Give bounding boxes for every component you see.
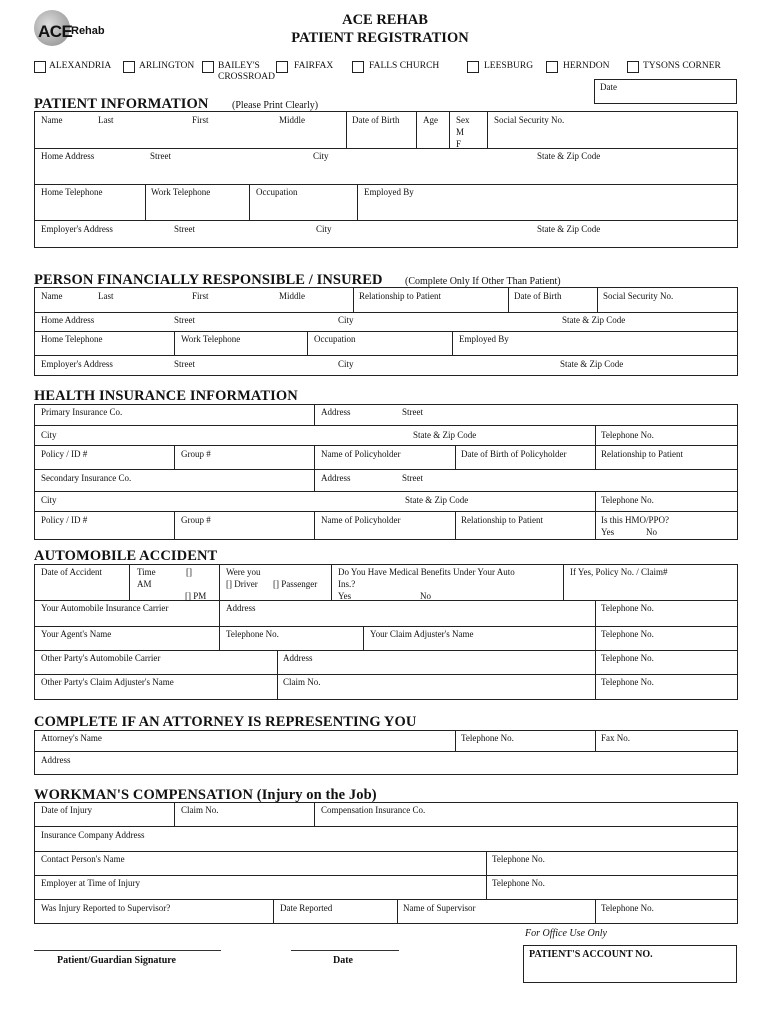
primary-group-label: Group #: [181, 449, 211, 459]
patient-section-title: PATIENT INFORMATION: [34, 96, 209, 112]
attorney-address-label: Address: [41, 755, 71, 765]
auto-ins-question: Ins.?: [338, 579, 356, 589]
responsible-emp-street-label: Street: [174, 359, 195, 369]
auto-time-label: Time: [137, 567, 156, 577]
workman-date-reported-label: Date Reported: [280, 903, 333, 913]
attorney-name-label: Attorney's Name: [41, 733, 102, 743]
workman-supervisor-telephone-label: Telephone No.: [601, 903, 654, 913]
patient-first-label: First: [192, 115, 209, 125]
patient-occupation-label: Occupation: [256, 187, 298, 197]
patient-sex-f-label: F: [456, 139, 462, 149]
responsible-name-label: Name: [41, 291, 63, 301]
primary-street-label: Street: [402, 407, 423, 417]
workman-date-injury-label: Date of Injury: [41, 805, 92, 815]
patient-home-tel-label: Home Telephone: [41, 187, 103, 197]
patient-emp-state-zip-label: State & Zip Code: [537, 224, 601, 234]
auto-claim-no-label: Claim No.: [283, 677, 321, 687]
location-baileys-line2: CROSSROAD: [218, 72, 276, 82]
workman-supervisor-label: Name of Supervisor: [403, 903, 476, 913]
patient-info-box: [34, 111, 738, 248]
primary-policy-label: Policy / ID #: [41, 449, 88, 459]
responsible-emp-city-label: City: [338, 359, 354, 369]
patient-middle-label: Middle: [279, 115, 305, 125]
checkbox-alexandria[interactable]: [34, 61, 46, 73]
responsible-street-label: Street: [174, 315, 195, 325]
responsible-middle-label: Middle: [279, 291, 305, 301]
patient-dob-label: Date of Birth: [352, 115, 400, 125]
workman-claim-no-label: Claim No.: [181, 805, 219, 815]
workman-contact-label: Contact Person's Name: [41, 854, 125, 864]
patient-age-label: Age: [423, 115, 438, 125]
office-use-label: For Office Use Only: [525, 928, 607, 939]
auto-adjuster-telephone-label: Telephone No.: [601, 629, 654, 639]
patient-emp-street-label: Street: [174, 224, 195, 234]
workman-comp-ins-label: Compensation Insurance Co.: [321, 805, 426, 815]
patient-ssn-label: Social Security No.: [494, 115, 565, 125]
auto-am-bracket: []: [186, 567, 192, 577]
checkbox-herndon[interactable]: [546, 61, 558, 73]
signature-date-line[interactable]: [291, 950, 399, 951]
secondary-insurance-label: Secondary Insurance Co.: [41, 473, 132, 483]
auto-adjuster-label: Your Claim Adjuster's Name: [370, 629, 474, 639]
signature-line[interactable]: [34, 950, 221, 951]
attorney-telephone-label: Telephone No.: [461, 733, 514, 743]
secondary-policyholder-label: Name of Policyholder: [321, 515, 401, 525]
primary-dob-holder-label: Date of Birth of Policyholder: [461, 449, 567, 459]
responsible-last-label: Last: [98, 291, 114, 301]
primary-relationship-label: Relationship to Patient: [601, 449, 683, 459]
auto-yes-label: Yes: [338, 591, 352, 601]
patient-name-label: Name: [41, 115, 63, 125]
attorney-section-title: COMPLETE IF AN ATTORNEY IS REPRESENTING YOU: [34, 714, 417, 730]
attorney-fax-label: Fax No.: [601, 733, 630, 743]
patient-emp-address-label: Employer's Address: [41, 224, 113, 234]
auto-were-you-label: Were you: [226, 567, 261, 577]
primary-address-label: Address: [321, 407, 351, 417]
checkbox-fairfax[interactable]: [276, 61, 288, 73]
primary-policyholder-label: Name of Policyholder: [321, 449, 401, 459]
insurance-section-title: HEALTH INSURANCE INFORMATION: [34, 388, 298, 404]
form-subtitle: PATIENT REGISTRATION: [291, 30, 469, 46]
secondary-city-label: City: [41, 495, 57, 505]
workman-employer-telephone-label: Telephone No.: [492, 878, 545, 888]
hmo-yes-label: Yes: [601, 527, 615, 537]
location-falls-church-label: FALLS CHURCH: [369, 61, 440, 71]
location-baileys-label: BAILEY'S: [218, 61, 260, 71]
workman-ins-address-label: Insurance Company Address: [41, 830, 145, 840]
checkbox-arlington[interactable]: [123, 61, 135, 73]
attorney-info-box: [34, 730, 738, 775]
patient-emp-city-label: City: [316, 224, 332, 234]
responsible-first-label: First: [192, 291, 209, 301]
secondary-state-zip-label: State & Zip Code: [405, 495, 469, 505]
auto-no-label: No: [420, 591, 431, 601]
patient-home-address-label: Home Address: [41, 151, 95, 161]
secondary-relationship-label: Relationship to Patient: [461, 515, 543, 525]
auto-carrier-label: Your Automobile Insurance Carrier: [41, 603, 169, 613]
checkbox-falls-church[interactable]: [352, 61, 364, 73]
location-leesburg-label: LEESBURG: [484, 61, 534, 71]
responsible-state-zip-label: State & Zip Code: [562, 315, 626, 325]
workman-contact-telephone-label: Telephone No.: [492, 854, 545, 864]
patient-last-label: Last: [98, 115, 114, 125]
responsible-ssn-label: Social Security No.: [603, 291, 674, 301]
auto-passenger-label: [] Passenger: [273, 579, 318, 589]
patient-work-tel-label: Work Telephone: [151, 187, 211, 197]
auto-other-adjuster-label: Other Party's Claim Adjuster's Name: [41, 677, 174, 687]
secondary-group-label: Group #: [181, 515, 211, 525]
signature-label: Patient/Guardian Signature: [57, 955, 176, 966]
auto-date-label: Date of Accident: [41, 567, 102, 577]
patient-city-label: City: [313, 151, 329, 161]
responsible-employed-by-label: Employed By: [459, 334, 509, 344]
hmo-no-label: No: [646, 527, 657, 537]
responsible-work-tel-label: Work Telephone: [181, 334, 241, 344]
patient-employed-by-label: Employed By: [364, 187, 414, 197]
auto-telephone-label: Telephone No.: [601, 603, 654, 613]
patient-sex-label: Sex: [456, 115, 470, 125]
secondary-telephone-label: Telephone No.: [601, 495, 654, 505]
primary-insurance-label: Primary Insurance Co.: [41, 407, 123, 417]
location-herndon-label: HERNDON: [563, 61, 610, 71]
secondary-street-label: Street: [402, 473, 423, 483]
auto-benefits-question: Do You Have Medical Benefits Under Your Auto: [338, 567, 515, 577]
secondary-policy-label: Policy / ID #: [41, 515, 88, 525]
auto-other-carrier-label: Other Party's Automobile Carrier: [41, 653, 161, 663]
responsible-section-note: (Complete Only If Other Than Patient): [405, 276, 561, 287]
primary-telephone-label: Telephone No.: [601, 430, 654, 440]
hmo-question-label: Is this HMO/PPO?: [601, 515, 670, 525]
account-number-label: PATIENT'S ACCOUNT NO.: [529, 949, 653, 960]
checkbox-tysons-corner[interactable]: [627, 61, 639, 73]
location-fairfax-label: FAIRFAX: [294, 61, 334, 71]
auto-am-label: AM: [137, 579, 152, 589]
workman-reported-label: Was Injury Reported to Supervisor?: [41, 903, 171, 913]
auto-agent-telephone-label: Telephone No.: [226, 629, 279, 639]
checkbox-leesburg[interactable]: [467, 61, 479, 73]
date-label: Date: [600, 82, 617, 92]
responsible-home-tel-label: Home Telephone: [41, 334, 103, 344]
form-title: ACE REHAB: [342, 12, 428, 28]
auto-address-label: Address: [226, 603, 256, 613]
patient-section-note: (Please Print Clearly): [232, 100, 319, 111]
responsible-emp-state-zip-label: State & Zip Code: [560, 359, 624, 369]
auto-section-title: AUTOMOBILE ACCIDENT: [34, 548, 218, 564]
responsible-relationship-label: Relationship to Patient: [359, 291, 441, 301]
responsible-occupation-label: Occupation: [314, 334, 356, 344]
patient-sex-m-label: M: [456, 127, 465, 137]
auto-pm-label: [] PM: [185, 591, 207, 601]
workman-employer-label: Employer at Time of Injury: [41, 878, 140, 888]
location-tysons-corner-label: TYSONS CORNER: [643, 61, 721, 71]
responsible-section-title: PERSON FINANCIALLY RESPONSIBLE / INSURED: [34, 272, 383, 288]
responsible-home-address-label: Home Address: [41, 315, 95, 325]
auto-agent-label: Your Agent's Name: [41, 629, 112, 639]
secondary-address-label: Address: [321, 473, 351, 483]
checkbox-baileys[interactable]: [202, 61, 214, 73]
auto-other-telephone-label: Telephone No.: [601, 653, 654, 663]
patient-street-label: Street: [150, 151, 171, 161]
logo-rehab-text: Rehab: [71, 25, 105, 37]
patient-state-zip-label: State & Zip Code: [537, 151, 601, 161]
auto-policy-claim-label: If Yes, Policy No. / Claim#: [570, 567, 668, 577]
location-arlington-label: ARLINGTON: [139, 61, 195, 71]
primary-city-label: City: [41, 430, 57, 440]
auto-driver-label: [] Driver: [226, 579, 258, 589]
workman-section-title: WORKMAN'S COMPENSATION (Injury on the Job): [34, 787, 377, 803]
logo-ace-text: ACE: [38, 22, 73, 41]
primary-state-zip-label: State & Zip Code: [413, 430, 477, 440]
signature-date-label: Date: [333, 955, 353, 966]
auto-other-adjuster-telephone-label: Telephone No.: [601, 677, 654, 687]
responsible-dob-label: Date of Birth: [514, 291, 562, 301]
auto-other-address-label: Address: [283, 653, 313, 663]
responsible-emp-address-label: Employer's Address: [41, 359, 113, 369]
responsible-city-label: City: [338, 315, 354, 325]
location-alexandria-label: ALEXANDRIA: [49, 61, 112, 71]
